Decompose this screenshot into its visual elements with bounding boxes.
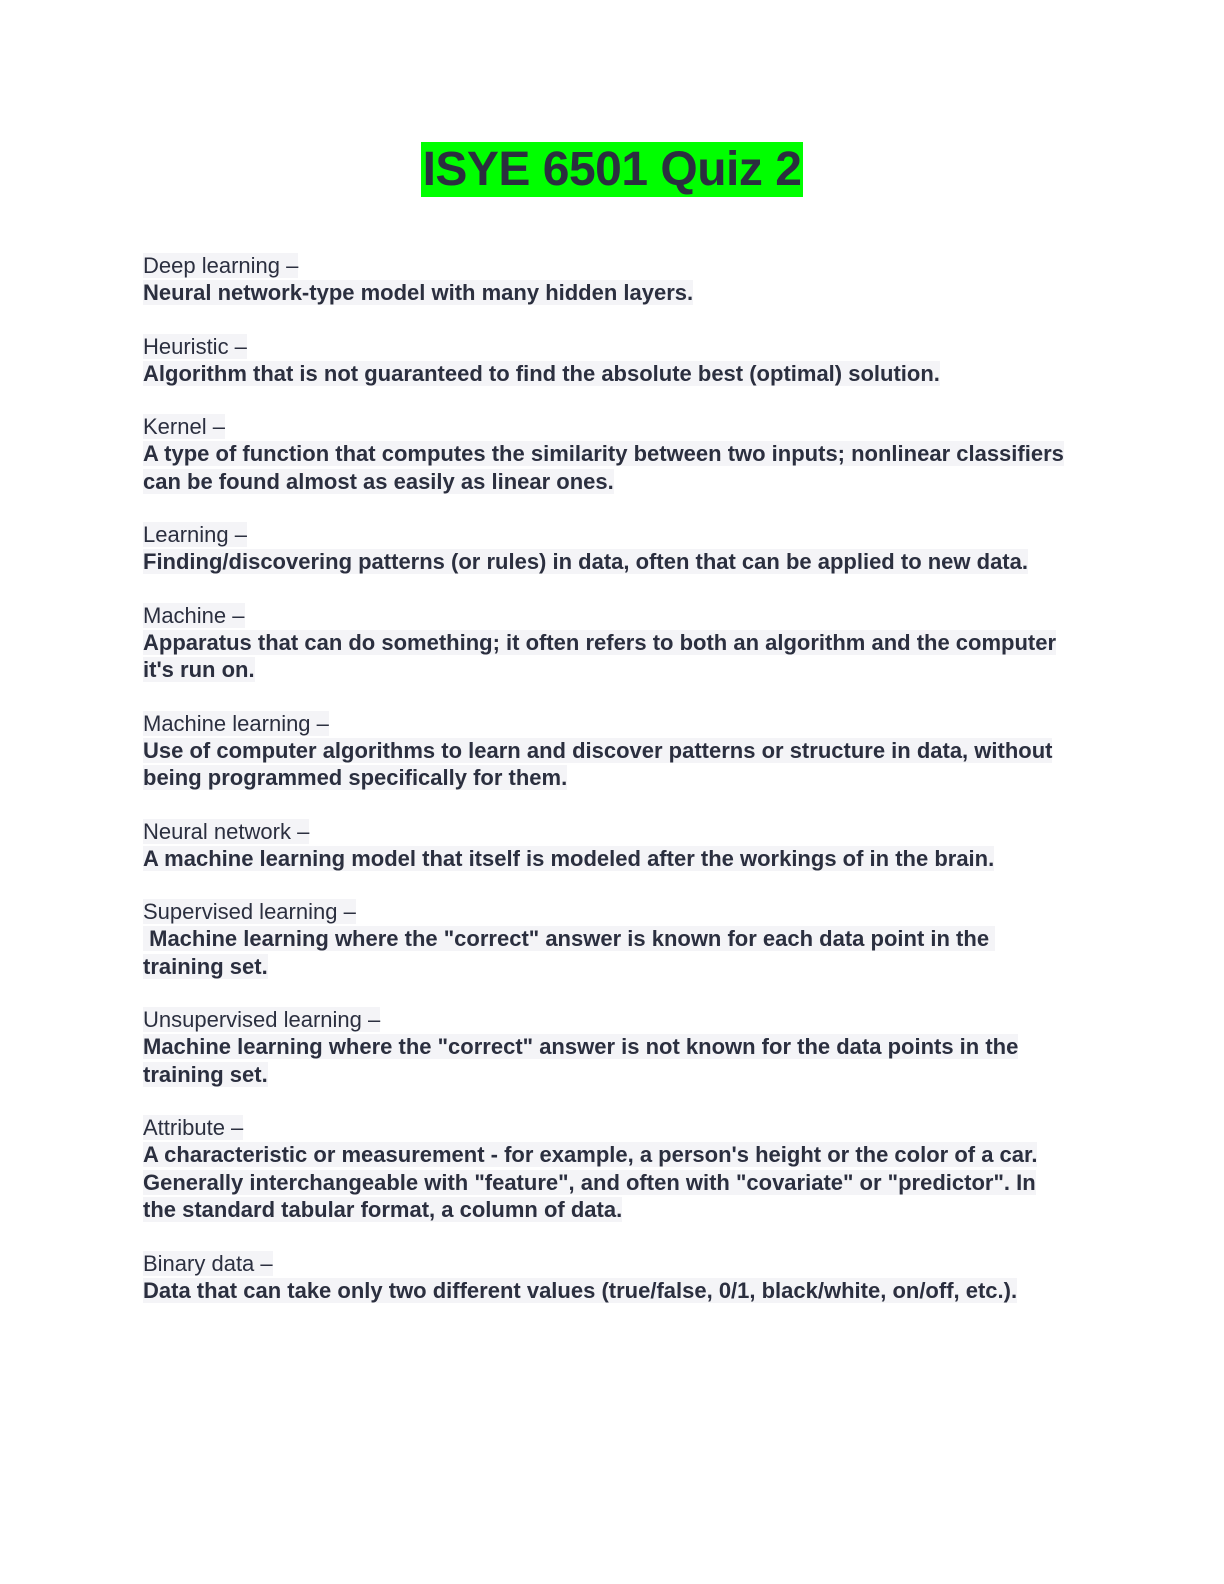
term-label: Attribute – bbox=[143, 1115, 244, 1140]
term-label: Kernel – bbox=[143, 414, 225, 439]
glossary-entry-neural-network bbox=[143, 818, 1073, 873]
term-definition: Machine learning where the "correct" answer is not known for the data points in the training set. bbox=[143, 1034, 1019, 1087]
term-label: Neural network – bbox=[143, 818, 310, 844]
glossary-entry-learning bbox=[143, 521, 1073, 576]
glossary-entry-deep-learning bbox=[143, 252, 1073, 307]
term-label: Machine – bbox=[143, 602, 245, 628]
term-definition: Machine learning where the "correct" answer is known for each data point in the training set. bbox=[143, 926, 996, 979]
term-definition: A characteristic or measurement - for example, a person's height or the color of a car. Generally interchangeable with "feature", and often with "covariate" or "predictor". In the standard tabular format, a column of data. bbox=[143, 1142, 1038, 1222]
glossary-entry-kernel bbox=[143, 413, 1073, 495]
glossary-entry-supervised-learning bbox=[143, 898, 1073, 980]
term-label: Deep learning – bbox=[143, 253, 299, 278]
glossary-entry-binary-data bbox=[143, 1250, 1073, 1305]
term-definition: Finding/discovering patterns (or rules) in data, often that can be applied to new data. bbox=[143, 549, 1028, 574]
term-definition: Data that can take only two different values (true/false, 0/1, black/white, on/off, etc.). bbox=[143, 1277, 1018, 1303]
term-definition: Algorithm that is not guaranteed to find the absolute best (optimal) solution. bbox=[143, 360, 940, 386]
term-definition: Use of computer algorithms to learn and discover patterns or structure in data, without being programmed specifically for them. bbox=[143, 737, 1053, 790]
term-label: Unsupervised learning – bbox=[143, 1007, 381, 1032]
glossary-list bbox=[143, 252, 1073, 1330]
term-label: Supervised learning – bbox=[143, 899, 356, 924]
term-definition: A machine learning model that itself is modeled after the workings of in the brain. bbox=[143, 845, 995, 871]
glossary-entry-machine bbox=[143, 602, 1073, 684]
term-definition: Neural network-type model with many hidden layers. bbox=[143, 280, 694, 305]
page-title: ISYE 6501 Quiz 2 bbox=[422, 143, 802, 196]
term-label: Heuristic – bbox=[143, 333, 247, 359]
title-wrap bbox=[0, 142, 1224, 197]
glossary-entry-attribute bbox=[143, 1114, 1073, 1224]
glossary-entry-machine-learning bbox=[143, 710, 1073, 792]
glossary-entry-heuristic bbox=[143, 333, 1073, 388]
term-label: Machine learning – bbox=[143, 710, 329, 736]
term-label: Binary data – bbox=[143, 1250, 273, 1276]
term-definition: Apparatus that can do something; it often refers to both an algorithm and the computer it's run on. bbox=[143, 629, 1057, 682]
term-definition: A type of function that computes the similarity between two inputs; nonlinear classifiers can be found almost as easily as linear ones. bbox=[143, 441, 1064, 494]
term-label: Learning – bbox=[143, 522, 247, 547]
glossary-entry-unsupervised-learning bbox=[143, 1006, 1073, 1088]
